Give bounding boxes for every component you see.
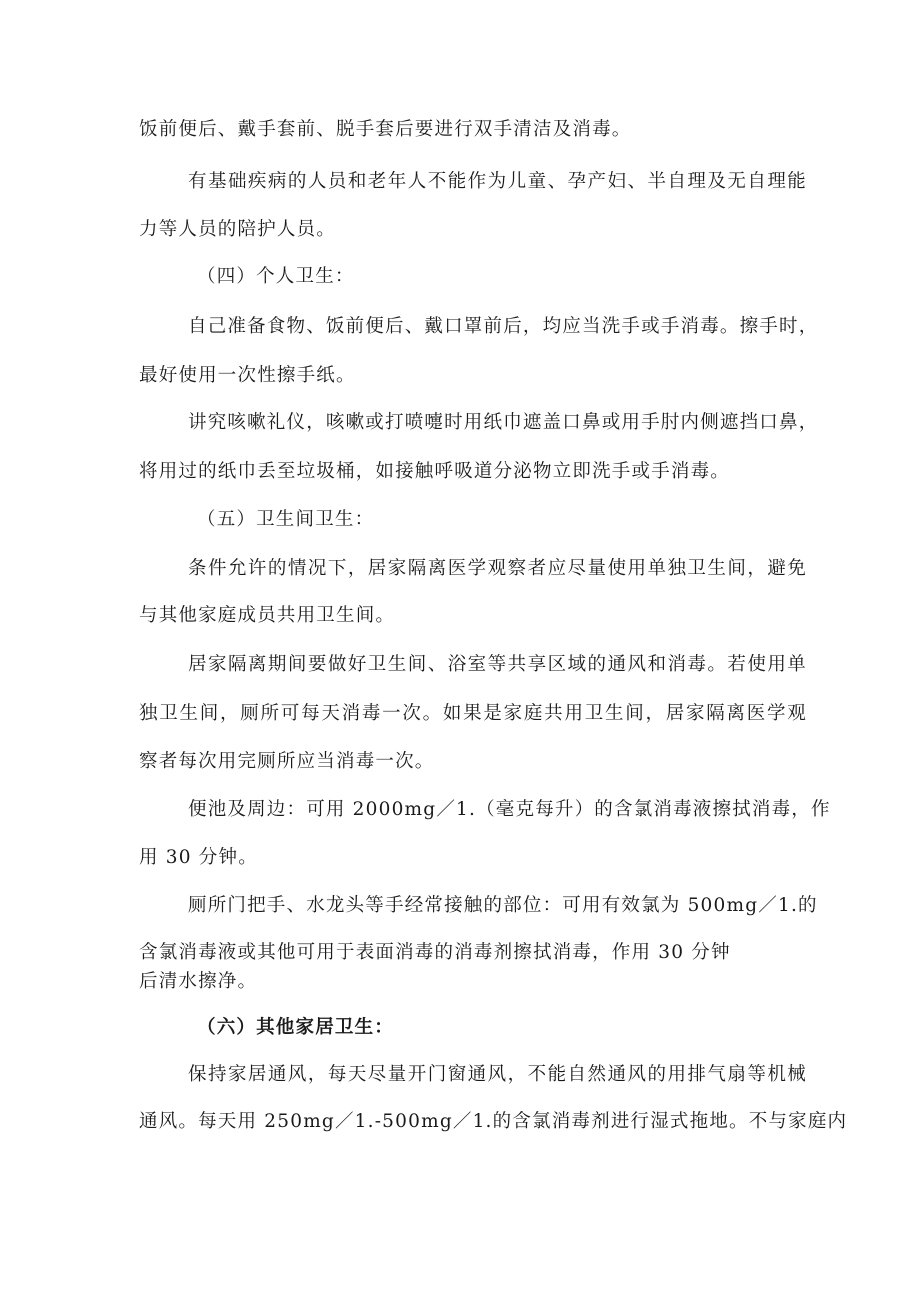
text-line: 便池及周边：可用 2000mg／1.（毫克每升）的含氯消毒液擦拭消毒，作	[188, 799, 831, 820]
text-line: 含氯消毒液或其他可用于表面消毒的消毒剂擦拭消毒，作用 30 分钟	[139, 942, 731, 963]
text-line: 厕所门把手、水龙头等手经常接触的部位：可用有效氯为 500mg／1.的	[188, 895, 818, 916]
text-line: 有基础疾病的人员和老年人不能作为儿童、孕产妇、半自理及无自理能	[188, 171, 807, 192]
text-line: 用 30 分钟。	[139, 847, 258, 868]
text-line: 后清水擦净。	[139, 971, 258, 992]
text-line: 力等人员的陪护人员。	[139, 219, 337, 240]
text-line: 自己准备食物、饭前便后、戴口罩前后，均应当洗手或手消毒。擦手时，	[188, 316, 819, 337]
section-heading: （五）卫生间卫生：	[197, 509, 375, 530]
text-line: 居家隔离期间要做好卫生间、浴室等共享区域的通风和消毒。若使用单	[188, 654, 807, 675]
text-line: 察者每次用完厕所应当消毒一次。	[139, 751, 435, 772]
section-heading: （四）个人卫生：	[197, 266, 355, 287]
text-line: 保持家居通风，每天尽量开门窗通风，不能自然通风的用排气扇等机械	[188, 1064, 807, 1085]
section-heading: （六）其他家居卫生：	[197, 1017, 395, 1038]
text-line: 通风。每天用 250mg／1.-500mg／1.的含氯消毒剂进行湿式拖地。不与家庭内	[139, 1111, 848, 1132]
text-line: 条件允许的情况下，居家隔离医学观察者应尽量使用单独卫生间，避免	[188, 558, 807, 579]
text-line: 独卫生间，厕所可每天消毒一次。如果是家庭共用卫生间，居家隔离医学观	[139, 703, 807, 724]
text-line: 最好使用一次性擦手纸。	[139, 365, 356, 386]
text-line: 饭前便后、戴手套前、脱手套后要进行双手清洁及消毒。	[139, 119, 632, 140]
text-line: 将用过的纸巾丢至垃圾桶，如接触呼吸道分泌物立即洗手或手消毒。	[139, 461, 731, 482]
text-line: 讲究咳嗽礼仪，咳嗽或打喷嚏时用纸巾遮盖口鼻或用手肘内侧遮挡口鼻，	[188, 412, 819, 433]
text-line: 与其他家庭成员共用卫生间。	[139, 605, 396, 626]
